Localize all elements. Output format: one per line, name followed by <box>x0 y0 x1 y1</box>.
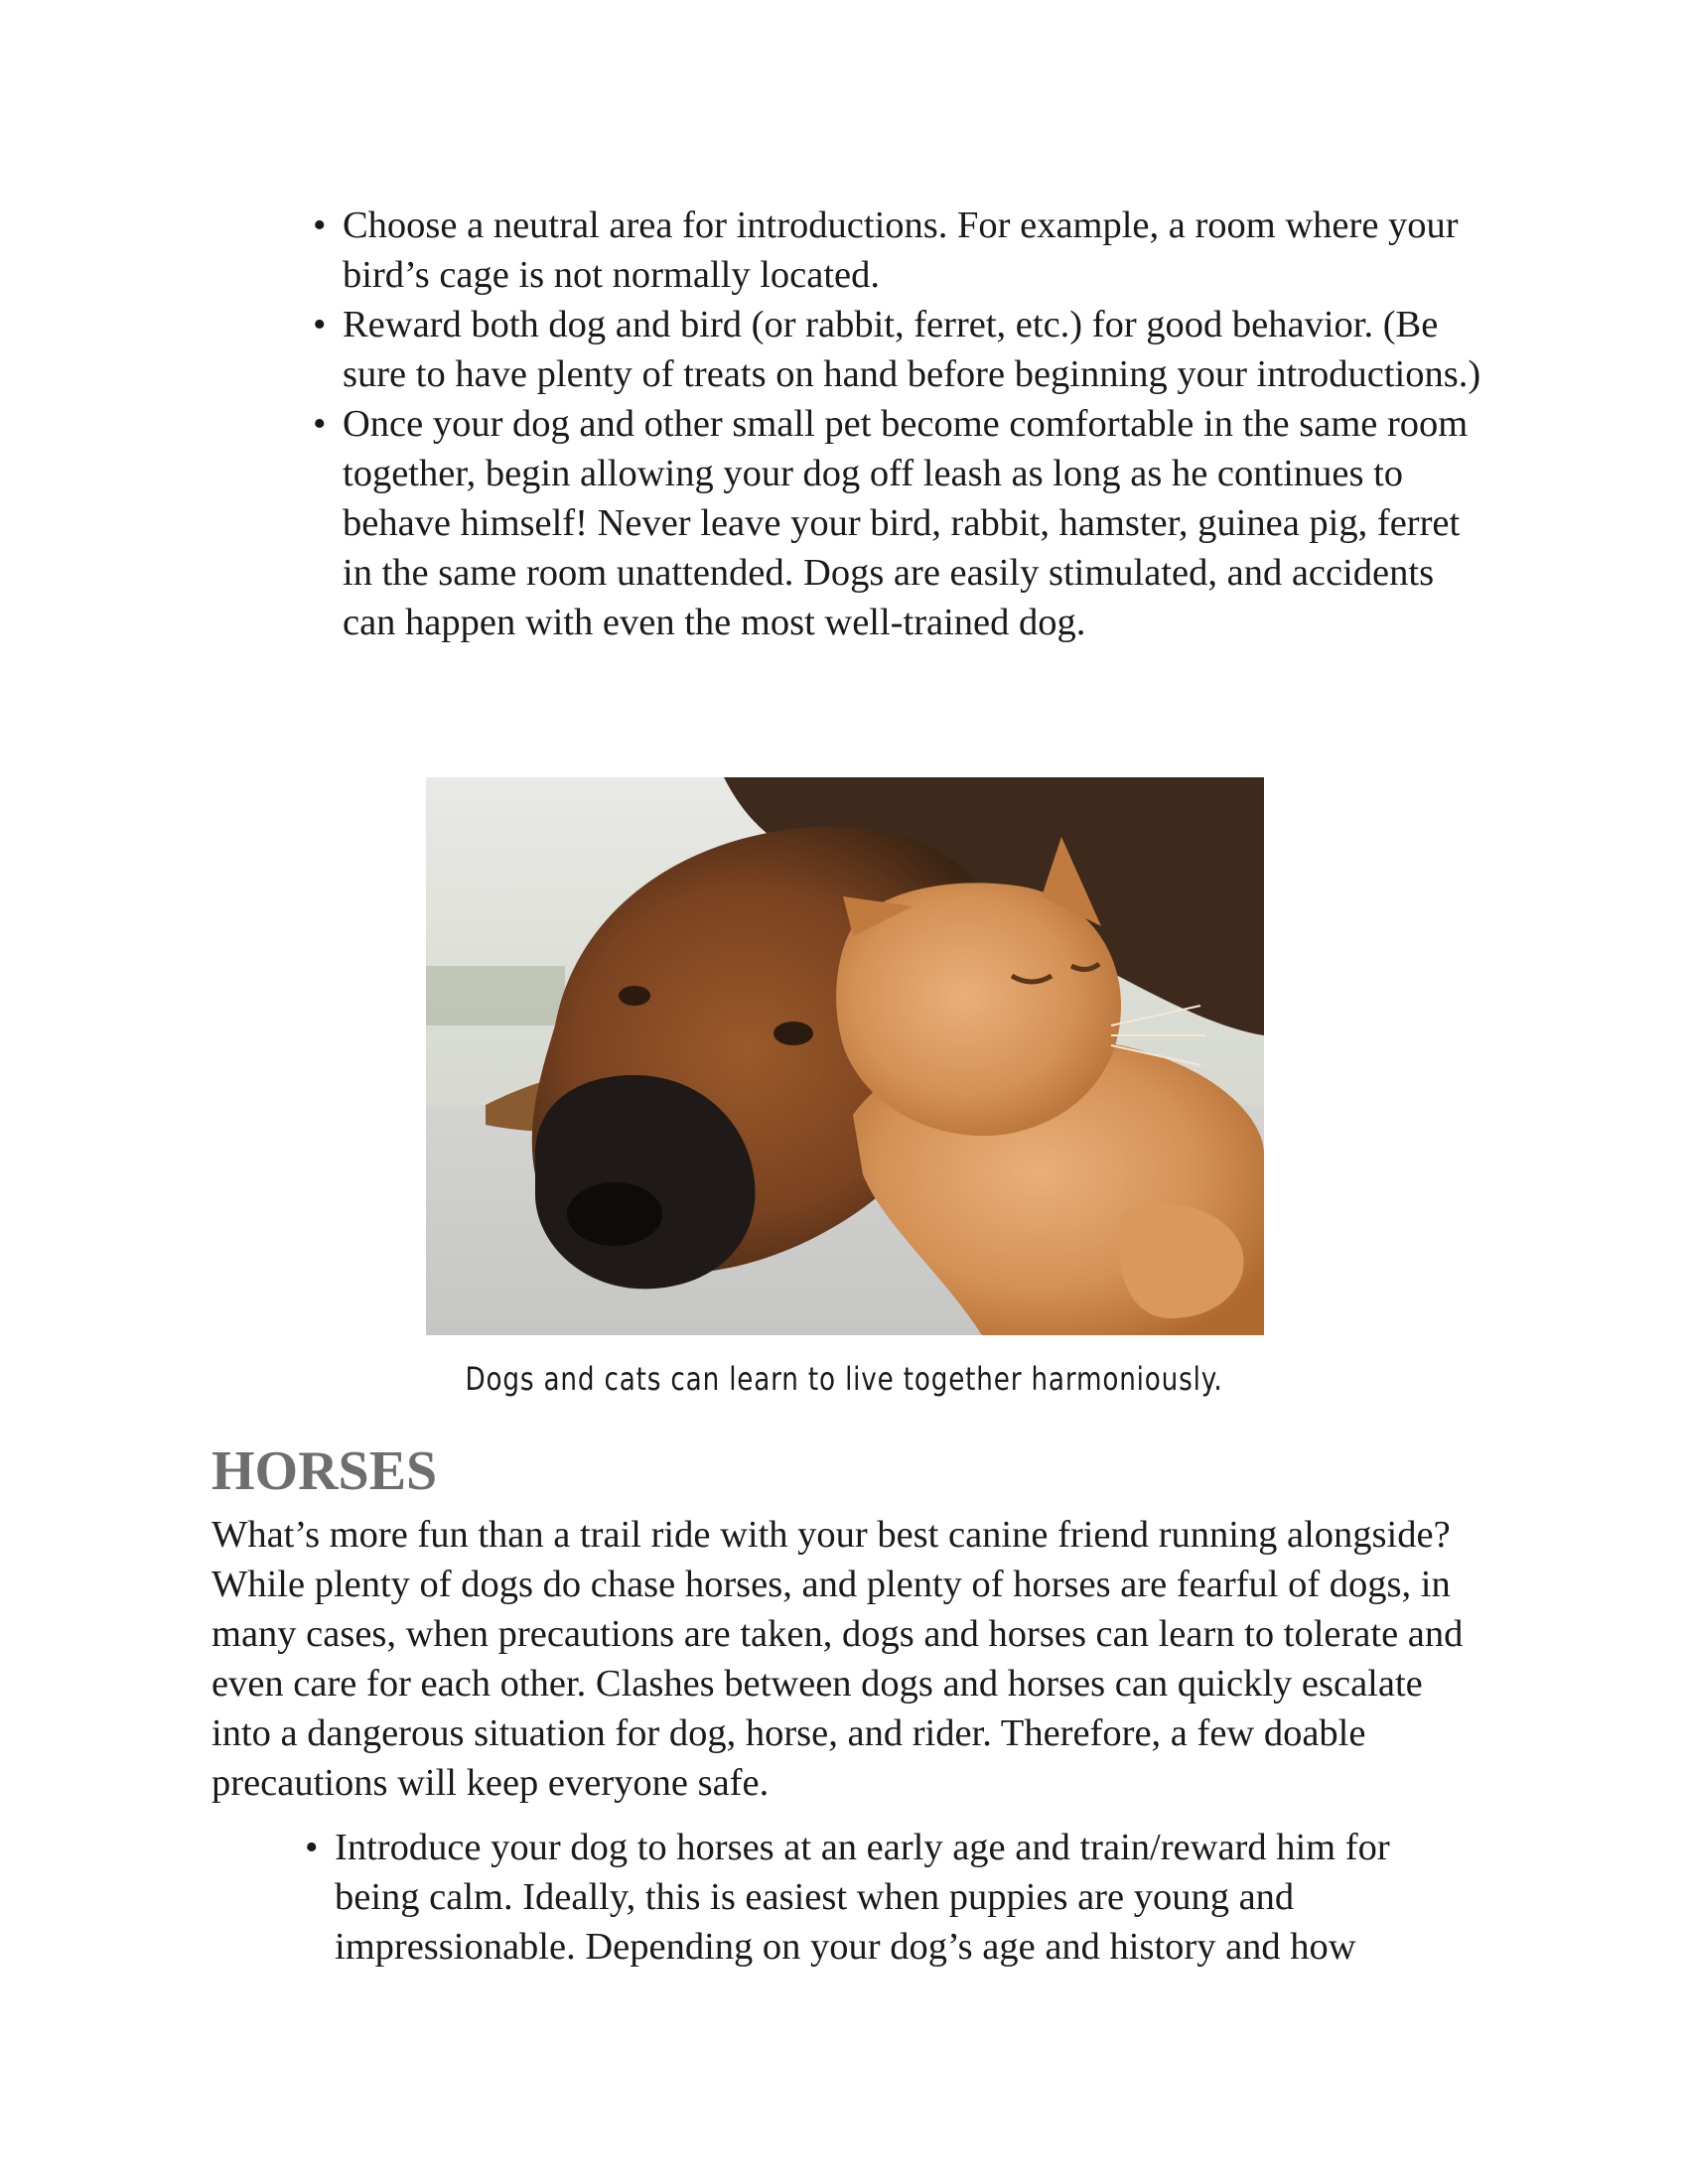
section-heading: HORSES <box>211 1440 438 1502</box>
list-item <box>313 201 1484 300</box>
list-item-text: Introduce your dog to horses at an early age and train/reward him for being calm. Ideally, this is easiest when puppies are young and impressionable. Depending on your dog’s age and history and how <box>335 1827 1390 1968</box>
bullet-marker: • <box>313 205 327 246</box>
bullet-marker: • <box>313 403 327 445</box>
list-item <box>313 300 1484 399</box>
photo-illustration <box>426 777 1264 1335</box>
list-item-text: Choose a neutral area for introductions. For example, a room where your bird’s cage is not normally located. <box>343 205 1459 296</box>
intro-bullet-list <box>313 201 1484 647</box>
list-item-text: Once your dog and other small pet become comfortable in the same room together, begin allowing your dog off leash as long as he continues to behave himself! Never leave your bird, rabbit, hamster, guinea pig, ferret in the same room unattended. Dogs are easily stimulated, and accidents can happen with even the most well-trained dog. <box>343 403 1469 643</box>
figure-caption: Dogs and cats can learn to live together harmoniously. <box>465 1360 1223 1398</box>
list-item-text: Reward both dog and bird (or rabbit, ferret, etc.) for good behavior. (Be sure to have plenty of treats on hand before beginning your introductions.) <box>343 304 1481 395</box>
bullet-marker: • <box>305 1827 319 1868</box>
list-item <box>313 399 1484 647</box>
dog-and-cat-photo <box>426 777 1264 1335</box>
section-paragraph: What’s more fun than a trail ride with your best canine friend running alongside? While plenty of dogs do chase horses, and plenty of horses are fearful of dogs, in many cases, when precautions are taken, dogs and horses can learn to tolerate and even care for each other. Clashes between dogs and horses can quickly escalate into a dangerous situation for dog, horse, and rider. Therefore, a few doable precautions will keep everyone safe. <box>211 1514 1464 1804</box>
list-item <box>305 1823 1457 1972</box>
bullet-marker: • <box>313 304 327 345</box>
horses-bullet-list <box>305 1823 1457 1972</box>
